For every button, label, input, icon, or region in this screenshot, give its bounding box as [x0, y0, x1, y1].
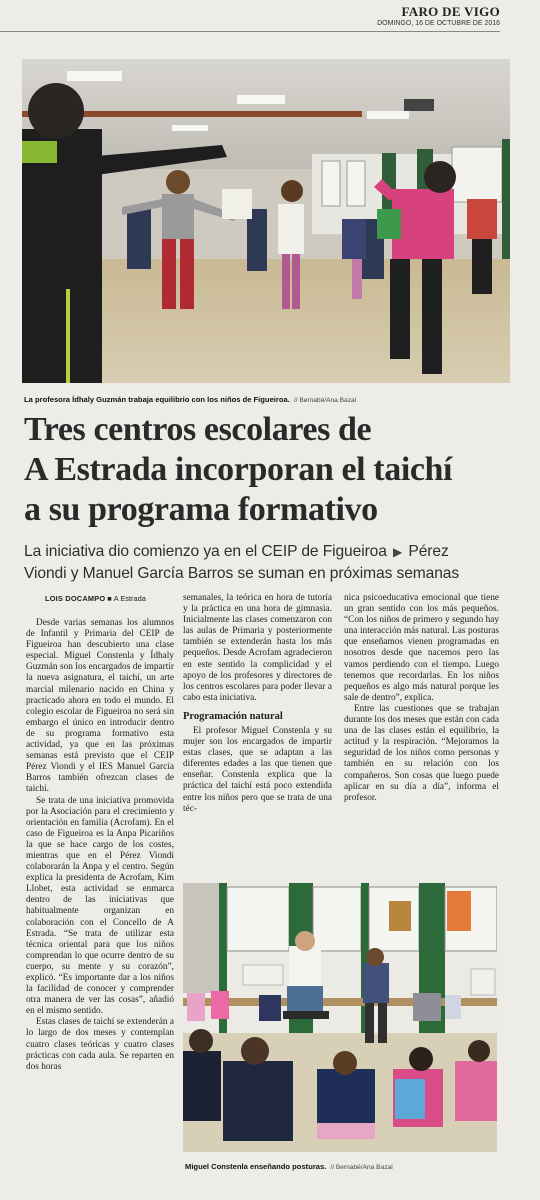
paragraph: Desde varias semanas los alumnos de Infantil y Primaria del CEIP de Figueiroa han descubierto una clase especial. Miguel Constenla y Ídhaly Guzmán son los encargados de impartir la nueva asignatura, el taichí, un arte marcial milenario nacido en China y practicado ahora en todo el mundo. El colegio escolar de Figueiroa no será sin embargo el único en introducir dentro de su programa formativo esta actividad, ya que en las próximas semanas está previsto que el CEIP Pérez Viondi y el IES Manuel García Barros también ofrezcan clases de taichí. [26, 618, 174, 795]
section-heading: Programación natural [183, 710, 283, 722]
byline [45, 594, 146, 603]
masthead-rule [0, 31, 500, 32]
paragraph: nica psicoeducativa emocional que tiene un gran sentido con los más pequeños. “Con los niños de primero y segundo hay una interacción más natural. Las posturas que enseñamos vienen programadas en nosotros desde que nacemos pero las vamos perdiendo con el tiempo. Luego tenemos que recordarlas. En los niños pequeños es algo más natural porque les sale de dentro”, explica. [344, 593, 499, 703]
subhead-line-2: Viondi y Manuel García Barros se suman en próximas semanas [24, 565, 460, 582]
paragraph: Se trata de una iniciativa promovida por la Asociación para el crecimiento y orientación en familia (Acrofam). En el caso de Figueiroa es la Anpa Picariños la que se hace cargo de los costes, mientras que en el Pérez Viondi colaborarán la Anpa y el centro. Según explica la presidenta de Acrofam, Kim Llobet, esta actividad se enmarca dentro de las iniciativas que habitualmente organizan en colaboración con el Concello de A Estrada. “Se trata de utilizar esta técnica oriental para que los niños comprendan lo que ocurre dentro de su cuerpo, su mente y su corazón”, explicó. “Es importante dar a los niños la facilidad de conocer y comprender otra manera de ver las cosas”, añadió en el mismo sentido. [26, 795, 174, 1017]
headline [24, 410, 504, 530]
byline-place: A Estrada [113, 594, 146, 603]
paragraph: semanales, la teórica en hora de tutoría y la práctica en una hora de gimnasia. Inicialmente las clases comenzaron con las aulas de Primaria y posteriormente también se extenderán hasta los más pequeños. Desde Acrofam agradecieron en este sentido la complicidad y el apoyo de los profesores y directores de los centros escolares para poder llevar a cabo esta iniciativa. [183, 593, 332, 703]
caption-text: La profesora Ídhaly Guzmán trabaja equilibrio con los niños de Figueiroa. [24, 395, 290, 404]
photo-credit: // Bernabé/Ana Bazal [293, 397, 357, 404]
photo-credit: // Bernabé/Ana Bazal [330, 1164, 393, 1171]
secondary-photo-caption [185, 1162, 393, 1171]
subhead-line-1: La iniciativa dio comienzo ya en el CEIP de Figueiroa [24, 543, 387, 560]
headline-line-2: A Estrada incorporan el taichí [24, 451, 453, 488]
subheadline [24, 541, 524, 585]
paragraph: Entre las cuestiones que se trabajan durante los dos meses que están con cada una de las clases están el equilibrio, la actitud y la respiración. “Mejoramos la seguridad de los niños como personas y también en su relación con los compañeros. Son cosas que luego puede aplicar en su día a día”, informa el profesor. [344, 703, 499, 803]
gym-class-photo-illustration [22, 59, 510, 383]
paragraph: El profesor Miguel Constenla y su mujer son los encargados de impartir estas clases, que se adaptan a las diferentes edades a las que tienen que enseñar. Constenla explica que la práctica del taichí está poco extendida entre los niños pero que se trata de una téc- [183, 725, 332, 814]
triangle-arrow-icon: ▶ [393, 545, 403, 559]
headline-line-3: a su programa formativo [24, 491, 378, 528]
article-column-3 [344, 593, 499, 883]
children-circle-photo-illustration [183, 883, 497, 1152]
headline-line-1: Tres centros escolares de [24, 411, 372, 448]
main-photo-caption [24, 395, 356, 404]
subhead-line-1-end: Pérez [408, 543, 449, 560]
issue-date: DOMINGO, 16 DE OCTUBRE DE 2016 [377, 20, 500, 27]
masthead [0, 0, 540, 36]
caption-text: Miguel Constenla enseñando posturas. [185, 1162, 327, 1171]
newspaper-title: FARO DE VIGO [401, 4, 500, 19]
square-bullet-icon: ■ [107, 594, 112, 603]
author-name: LOIS DOCAMPO [45, 594, 106, 603]
article-column-2 [183, 593, 332, 883]
article-column-1 [26, 618, 174, 1178]
main-photo [22, 59, 510, 383]
secondary-photo [183, 883, 497, 1152]
paragraph: Estas clases de taichí se extenderán a lo largo de dos meses y contemplan cuatro clases teóricas y cuatro clases prácticas con cada aula. Se reparten en dos horas [26, 1017, 174, 1072]
